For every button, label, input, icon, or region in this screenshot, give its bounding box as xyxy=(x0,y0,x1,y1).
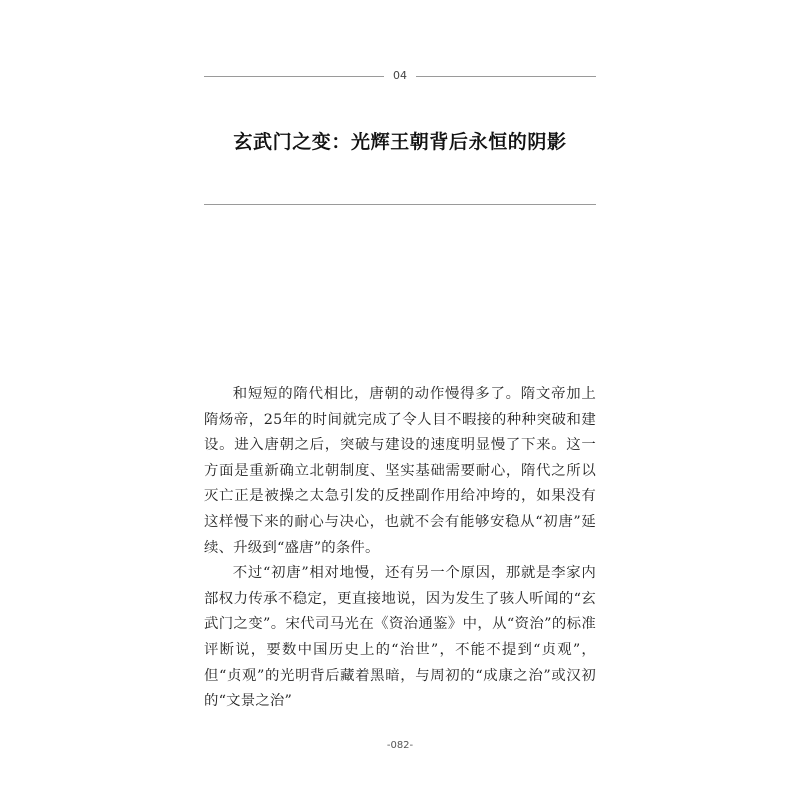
paragraph-1: 和短短的隋代相比，唐朝的动作慢得多了。隋文帝加上隋炀帝，25年的时间就完成了令人目不暇接的种种突破和建设。进入唐朝之后，突破与建设的速度明显慢了下来。这一方面是重新确立北朝制度、坚实基础需要耐心，隋代之所以灭亡正是被操之太急引发的反挫副作用给冲垮的，如果没有这样慢下来的耐心与决心，也就不会有能够安稳从“初唐”延续、升级到“盛唐”的条件。 xyxy=(204,386,596,556)
page-number: -082- xyxy=(386,740,414,751)
chapter-bottom-rule xyxy=(204,204,596,205)
body-text xyxy=(204,382,596,715)
paragraph-2: 不过“初唐”相对地慢，还有另一个原因，那就是李家内部权力传承不稳定，更直接地说，因为发生了骇人听闻的“玄武门之变”。宋代司马光在《资治通鉴》中，从“资治”的标准评断说，要数中国历史上的“治世”，不能不提到“贞观”，但“贞观”的光明背后藏着黑暗，与周初的“成康之治”或汉初的“文景之治” xyxy=(204,565,596,710)
chapter-title: 玄武门之变：光辉王朝背后永恒的阴影 xyxy=(233,131,567,153)
chapter-number: 04 xyxy=(384,67,416,85)
